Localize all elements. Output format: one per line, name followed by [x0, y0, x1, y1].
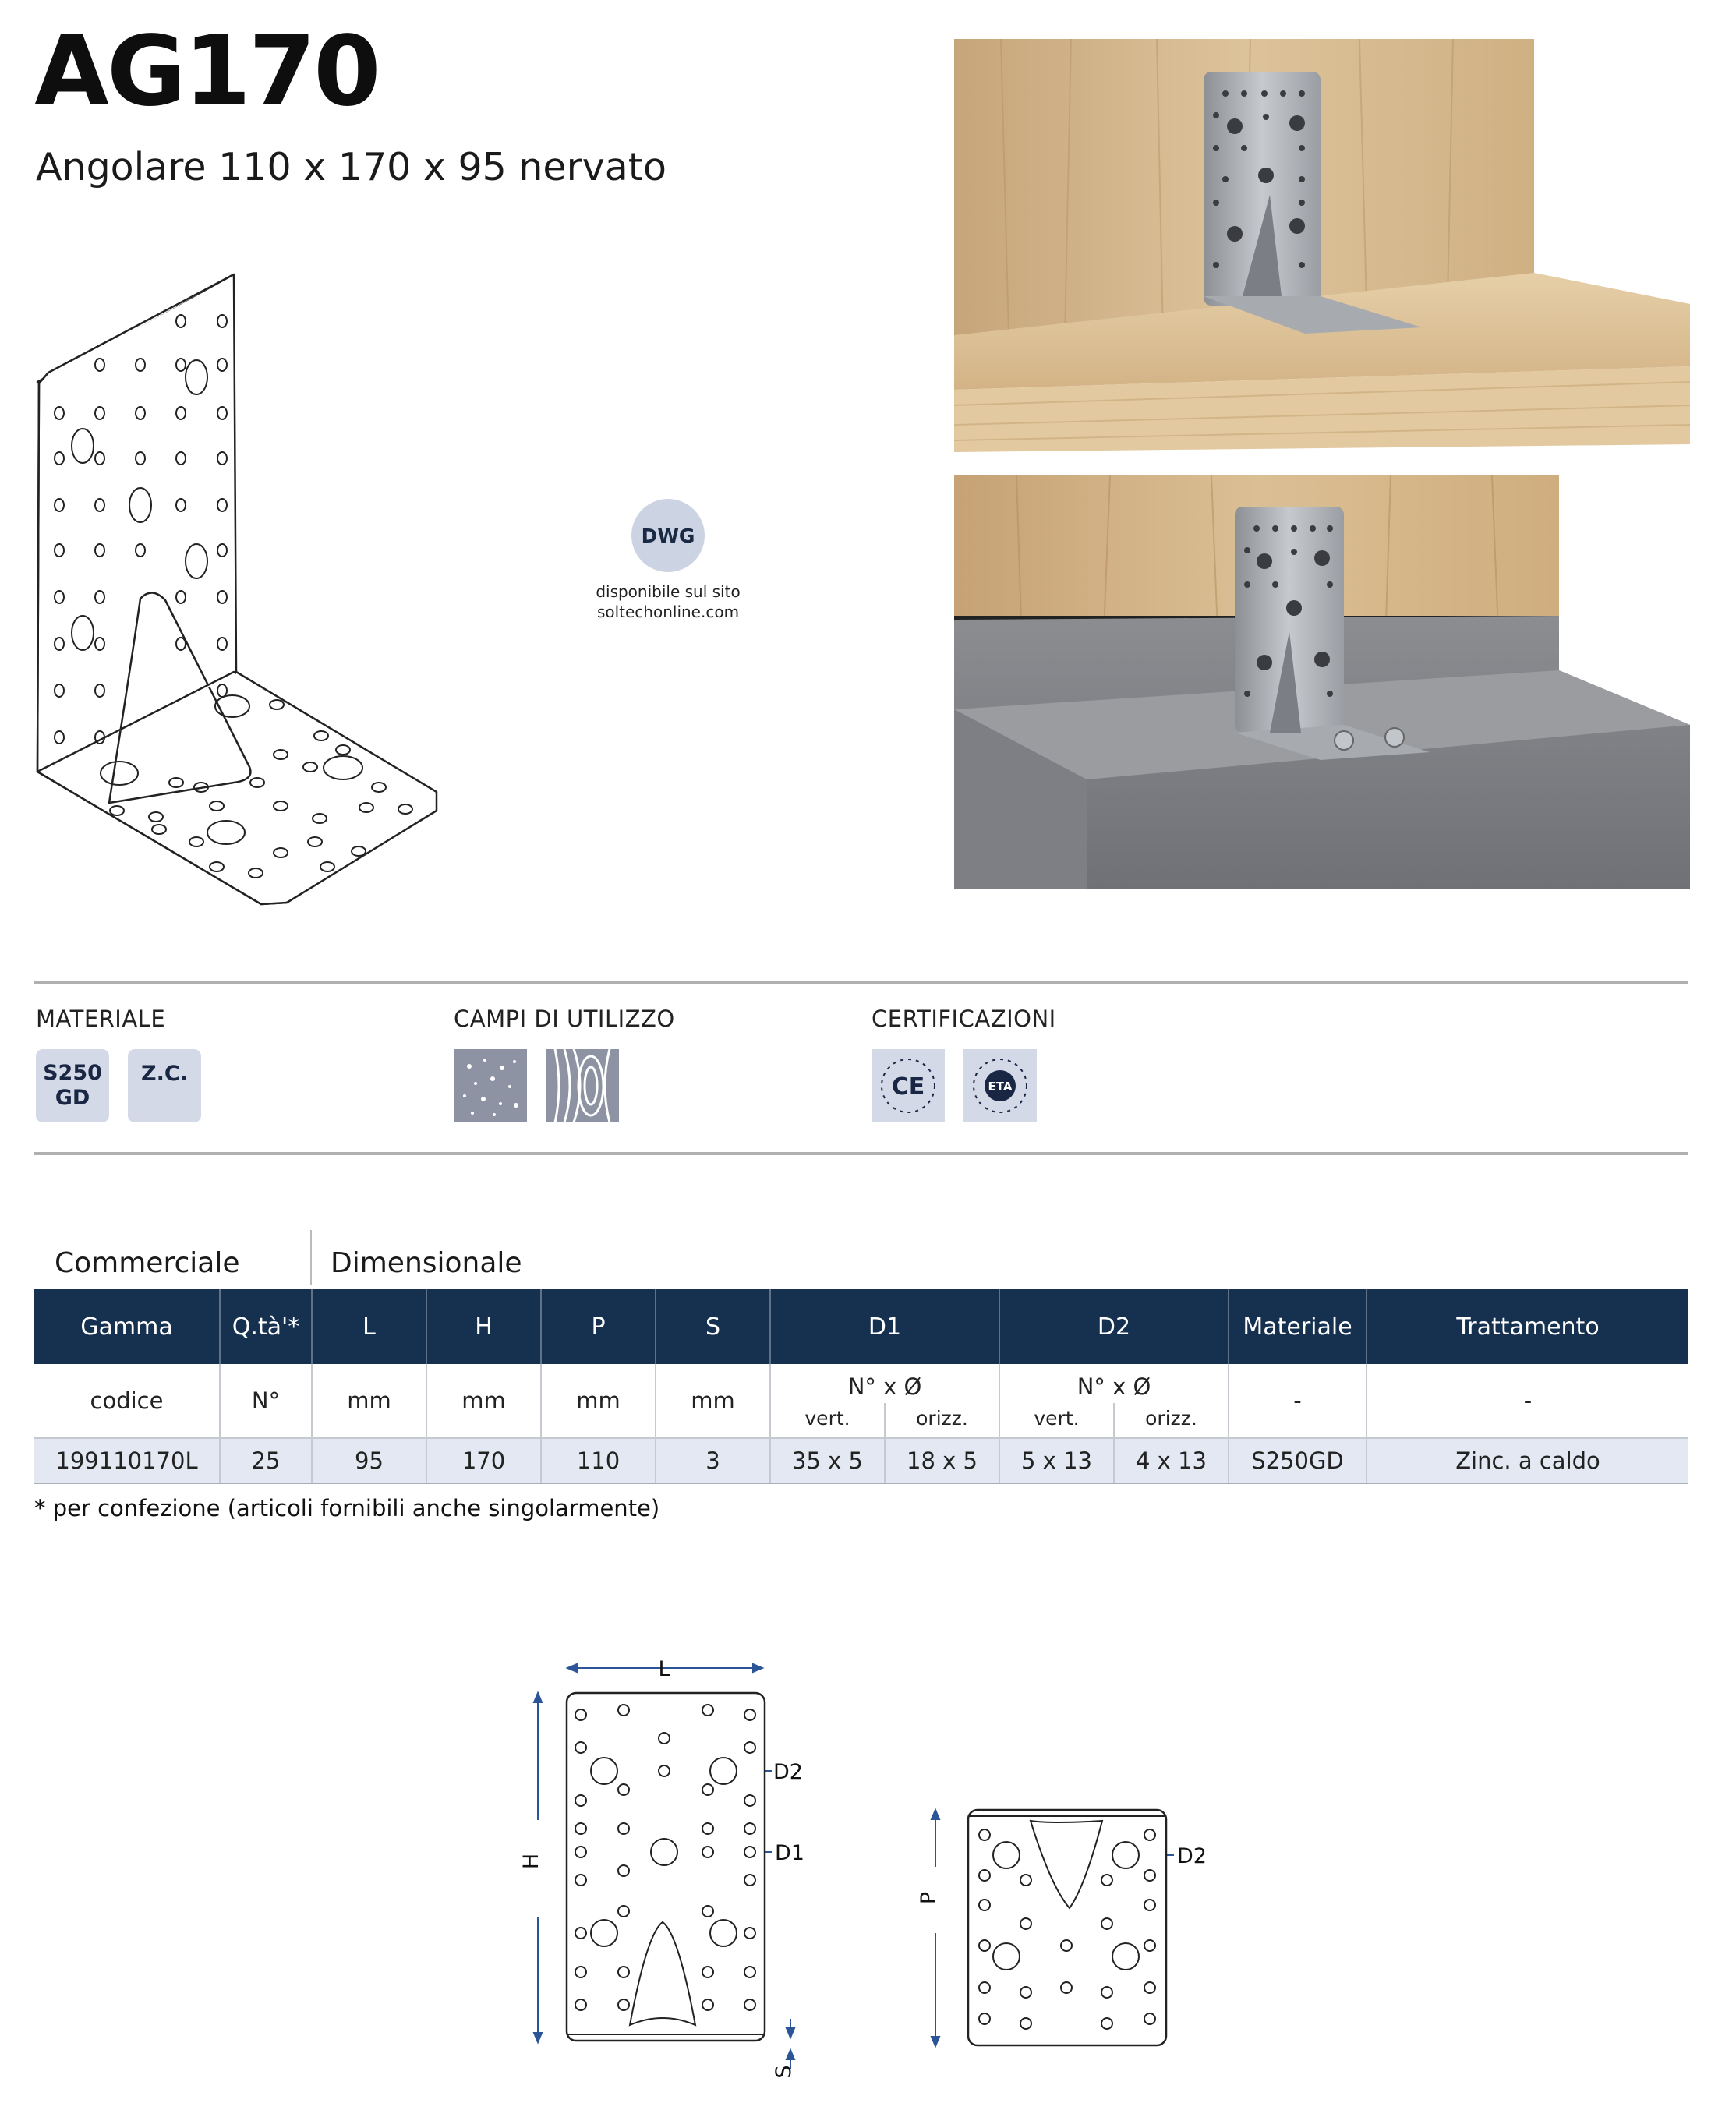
unit-d1-main: N° x Ø: [847, 1373, 922, 1400]
unit-d2-vert: vert.: [1034, 1407, 1080, 1430]
cell-s: 3: [656, 1438, 770, 1483]
unit-h: mm: [426, 1364, 541, 1438]
material-badge-zc: Z.C.: [128, 1049, 201, 1122]
dim-label-h: H: [519, 1853, 543, 1870]
divider-bottom: [34, 1152, 1688, 1155]
ce-mark-icon: [872, 1049, 945, 1122]
product-subtitle: Angolare 110 x 170 x 95 nervato: [36, 145, 666, 189]
section-certificazioni-title: CERTIFICAZIONI: [872, 1006, 1056, 1032]
cell-trattamento: Zinc. a caldo: [1367, 1438, 1688, 1483]
table-footnote: * per confezione (articoli fornibili anche singolarmente): [34, 1495, 660, 1522]
concrete-icon: [454, 1049, 527, 1122]
technical-drawing-vertical-plate: [514, 1645, 842, 2089]
dwg-download-button[interactable]: DWG: [631, 499, 705, 572]
unit-s: mm: [656, 1364, 770, 1438]
header-d1: D1: [770, 1289, 999, 1364]
header-gamma: Gamma: [34, 1289, 220, 1364]
table-header-row: [34, 1289, 1688, 1364]
eta-mark-icon: [963, 1049, 1037, 1122]
product-code: AG170: [34, 16, 379, 128]
cell-materiale: S250GD: [1229, 1438, 1367, 1483]
cell-d2-vert: 5 x 13: [999, 1438, 1114, 1483]
unit-p: mm: [541, 1364, 656, 1438]
unit-l: mm: [312, 1364, 426, 1438]
unit-d2-orizz: orizz.: [1113, 1403, 1228, 1437]
header-qta: Q.tà'*: [220, 1289, 312, 1364]
cell-qta: 25: [220, 1438, 312, 1483]
table-units-row: [34, 1364, 1688, 1438]
header-l: L: [312, 1289, 426, 1364]
product-table: [34, 1289, 1688, 1484]
technical-drawing-base-plate: [917, 1801, 1216, 2097]
header-trattamento: Trattamento: [1367, 1289, 1688, 1364]
material-badge-s250gd: S250 GD: [36, 1049, 109, 1122]
header-materiale: Materiale: [1229, 1289, 1367, 1364]
photo-bracket-on-concrete: [954, 475, 1690, 889]
header-p: P: [541, 1289, 656, 1364]
bracket-isometric-drawing: [31, 265, 452, 912]
dim-label-d1: D1: [775, 1841, 804, 1865]
divider-top: [34, 981, 1688, 984]
dwg-note-line1: disponibile sul sito: [596, 582, 741, 601]
dwg-note-line2[interactable]: soltechonline.com: [596, 603, 740, 621]
unit-d1-vert: vert.: [804, 1407, 850, 1430]
section-materiale-title: MATERIALE: [36, 1006, 166, 1032]
header-d2: D2: [999, 1289, 1229, 1364]
wood-icon: [546, 1049, 619, 1122]
svg-text:CE: CE: [891, 1073, 925, 1101]
table-row: [34, 1438, 1688, 1483]
dim-label-s: S: [772, 2065, 796, 2079]
photo-bracket-on-timber: [954, 39, 1690, 452]
cell-l: 95: [312, 1438, 426, 1483]
header-h: H: [426, 1289, 541, 1364]
unit-d1: [770, 1364, 999, 1438]
group-commerciale-label: Commerciale: [55, 1247, 240, 1279]
group-dimensionale-label: Dimensionale: [331, 1247, 522, 1279]
dim-label-d2-base: D2: [1177, 1844, 1207, 1868]
svg-text:ETA: ETA: [988, 1080, 1013, 1094]
unit-d1-orizz: orizz.: [884, 1403, 999, 1437]
dim-label-l: L: [658, 1657, 670, 1681]
cell-p: 110: [541, 1438, 656, 1483]
unit-trattamento: -: [1367, 1364, 1688, 1438]
dim-label-d2-vertical: D2: [773, 1760, 803, 1784]
unit-materiale: -: [1229, 1364, 1367, 1438]
unit-d2: [999, 1364, 1229, 1438]
dim-label-p: P: [917, 1891, 941, 1905]
unit-gamma: codice: [34, 1364, 220, 1438]
group-divider: [310, 1230, 312, 1285]
cell-d1-vert: 35 x 5: [770, 1438, 885, 1483]
cell-h: 170: [426, 1438, 541, 1483]
header-s: S: [656, 1289, 770, 1364]
unit-d2-main: N° x Ø: [1077, 1373, 1151, 1400]
unit-qta: N°: [220, 1364, 312, 1438]
cell-gamma: 199110170L: [34, 1438, 220, 1483]
dwg-availability-note: [577, 581, 759, 622]
cell-d2-orizz: 4 x 13: [1114, 1438, 1229, 1483]
section-campi-title: CAMPI DI UTILIZZO: [454, 1006, 675, 1032]
cell-d1-orizz: 18 x 5: [885, 1438, 999, 1483]
